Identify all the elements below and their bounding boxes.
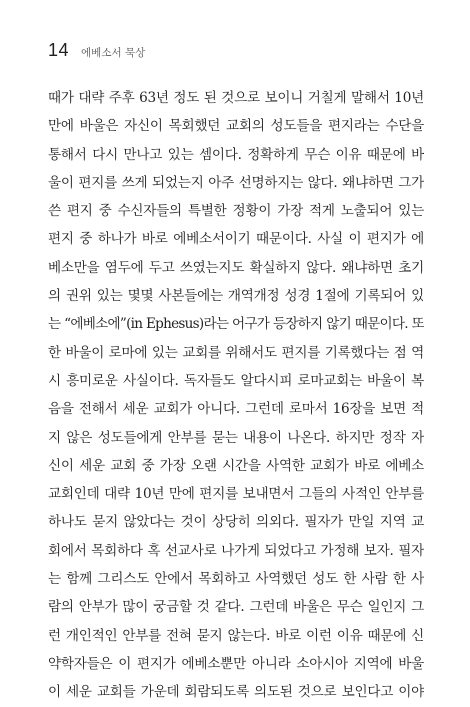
text-line: 는 “에베소에”(in Ephesus)라는 어구가 등장하지 않기 때문이다. 또	[48, 316, 424, 333]
text-line: 통해서 다시 만나고 있는 셈이다. 정확하게 무슨 이유 때문에 바	[48, 146, 424, 163]
page-number: 14	[48, 40, 70, 60]
text-line: 시 흥미로운 사실이다. 독자들도 알다시피 로마교회는 바울이 복	[48, 372, 424, 389]
text-line: 만에 바울은 자신이 목회했던 교회의 성도들을 편지라는 수단을	[48, 118, 424, 135]
text-line: 는 함께 그리스도 안에서 목회하고 사역했던 성도 한 사람 한 사	[48, 571, 424, 588]
text-line: 교회인데 대략 10년 만에 편지를 보내면서 그들의 사적인 안부를	[48, 486, 424, 503]
text-line: 하나도 묻지 않았다는 것이 상당히 의외다. 필자가 만일 지역 교	[48, 514, 424, 531]
text-line: 회에서 목회하다 혹 선교사로 나가게 되었다고 가정해 보자. 필자	[48, 542, 424, 559]
text-line: 람의 안부가 많이 궁금할 것 같다. 그런데 바울은 무슨 일인지 그	[48, 599, 424, 616]
text-line: 음을 전해서 세운 교회가 아니다. 그런데 로마서 16장을 보면 적	[48, 401, 424, 418]
text-line: 한 바울이 로마에 있는 교회를 위해서도 편지를 기록했다는 점 역	[48, 344, 424, 361]
text-line: 때가 대략 주후 63년 정도 된 것으로 보이니 거칠게 말해서 10년	[48, 90, 424, 106]
text-line: 쓴 편지 중 수신자들의 특별한 정황이 가장 적게 노출되어 있는	[48, 203, 424, 220]
text-line: 이 세운 교회들 가운데 회람되도록 의도된 것으로 보인다고 이야	[48, 684, 424, 701]
text-line: 편지 중 하나가 바로 에베소서이기 때문이다. 사실 이 편지가 에	[48, 231, 424, 248]
running-title: 에베소서 묵상	[81, 47, 146, 59]
text-line: 지 않은 성도들에게 안부를 묻는 내용이 나온다. 하지만 정작 자	[48, 429, 424, 446]
text-line: 신이 세운 교회 중 가장 오랜 시간을 사역한 교회가 바로 에베소	[48, 457, 424, 474]
text-line: 울이 편지를 쓰게 되었는지 아주 선명하지는 않다. 왜냐하면 그가	[48, 174, 424, 191]
page-header	[48, 40, 145, 62]
text-line: 의 권위 있는 몇몇 사본들에는 개역개정 성경 1절에 기록되어 있	[48, 288, 424, 305]
body-text	[48, 84, 424, 707]
text-line: 약학자들은 이 편지가 에베소뿐만 아니라 소아시아 지역에 바울	[48, 655, 424, 672]
text-line: 런 개인적인 안부를 전혀 묻지 않는다. 바로 이런 이유 때문에 신	[48, 627, 424, 644]
text-line: 베소만을 염두에 두고 쓰였는지도 확실하지 않다. 왜냐하면 초기	[48, 259, 424, 276]
